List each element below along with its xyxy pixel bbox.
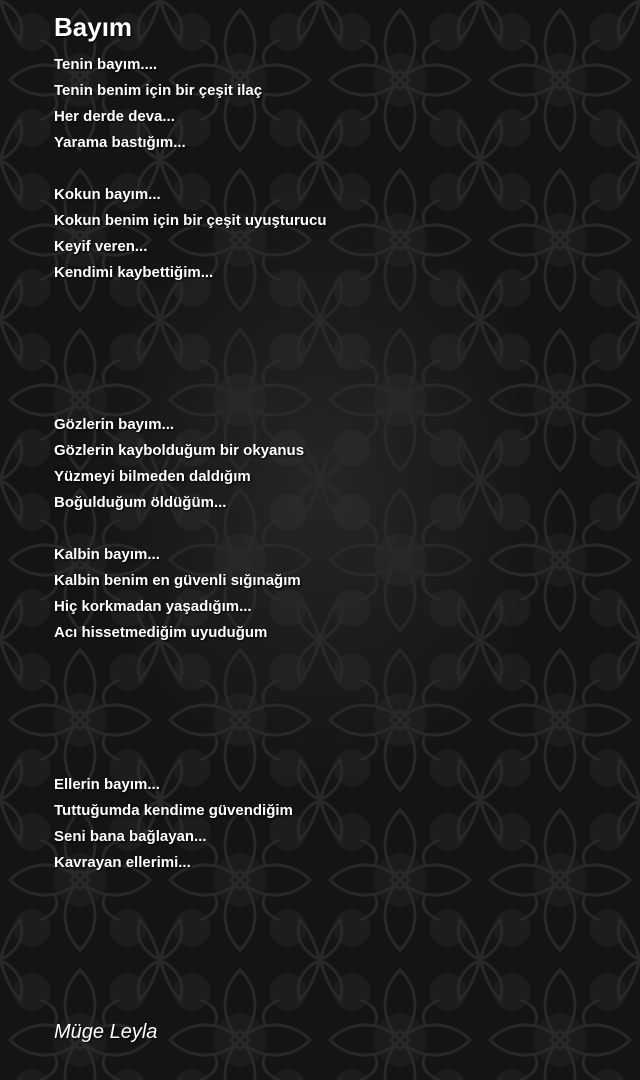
poem-line: Ellerin bayım... <box>54 776 160 793</box>
poem-line: Seni bana bağlayan... <box>54 828 207 845</box>
poem-line: Kalbin bayım... <box>54 546 160 563</box>
poem-line: Yüzmeyi bilmeden daldığım <box>54 468 251 485</box>
poem-line: Her derde deva... <box>54 108 175 125</box>
poem-line: Tuttuğumda kendime güvendiğim <box>54 802 293 819</box>
poem-line: Yarama bastığım... <box>54 134 186 151</box>
poem-author: Müge Leyla <box>54 1021 158 1043</box>
poem-line: Kendimi kaybettiğim... <box>54 264 214 281</box>
poem-line: Kokun bayım... <box>54 186 161 203</box>
poem-line: Kokun benim için bir çeşit uyuşturucu <box>54 212 327 229</box>
poem-line: Kalbin benim en güvenli sığınağım <box>54 572 301 589</box>
poem-line: Tenin bayım.... <box>54 56 158 73</box>
poem-line: Gözlerin bayım... <box>54 416 175 433</box>
poem-line: Keyif veren... <box>54 238 148 255</box>
poem-line: Boğulduğum öldüğüm... <box>54 494 227 511</box>
poem-line: Gözlerin kaybolduğum bir okyanus <box>54 442 305 459</box>
poem-line: Acı hissetmediğim uyuduğum <box>54 624 268 641</box>
poem-line: Tenin benim için bir çeşit ilaç <box>54 82 263 99</box>
poem-title: Bayım <box>54 12 133 42</box>
poem-line: Kavrayan ellerimi... <box>54 854 191 871</box>
poem-line: Hiç korkmadan yaşadığım... <box>54 598 252 615</box>
